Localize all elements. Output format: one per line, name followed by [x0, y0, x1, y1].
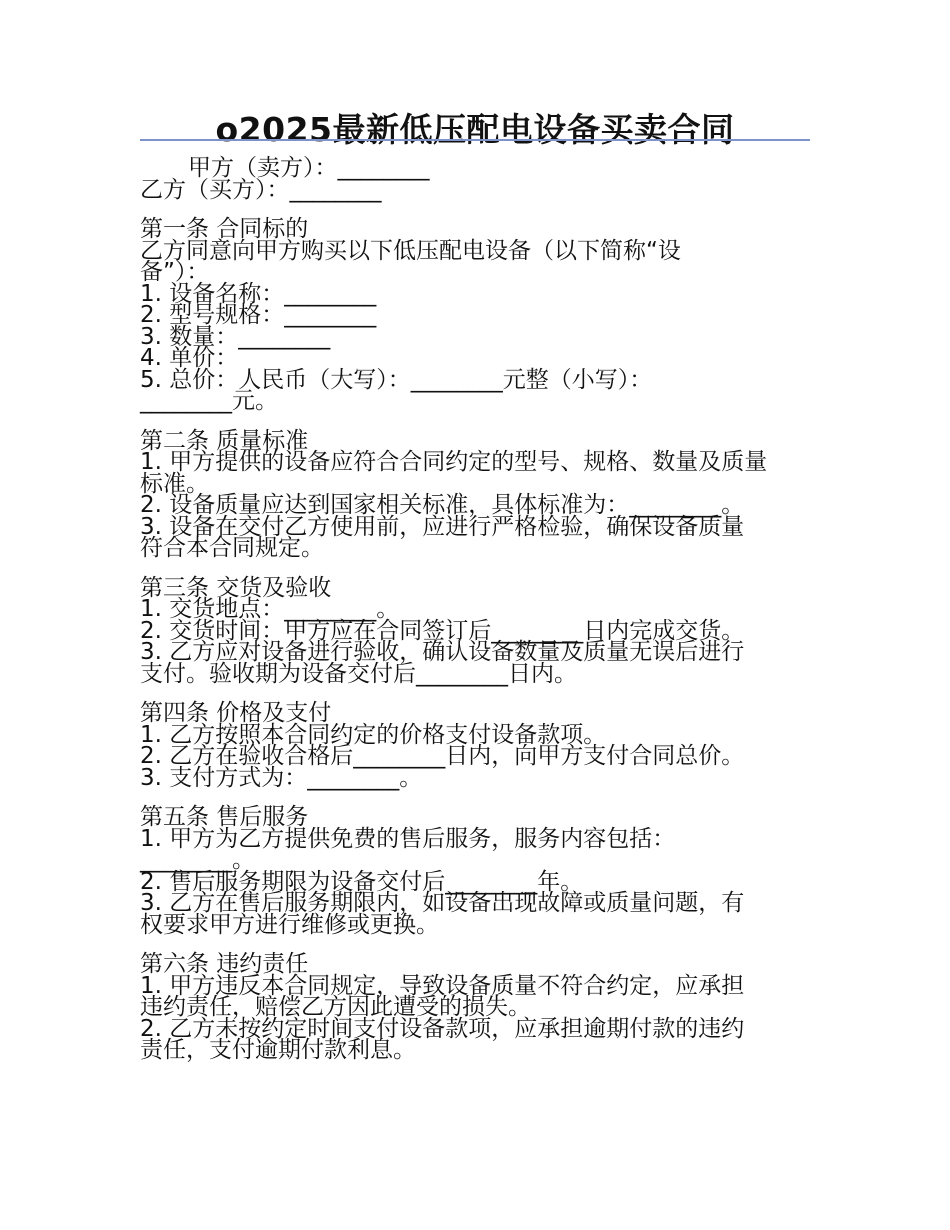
- party-b-line: 乙方（买方）：________: [140, 176, 382, 203]
- clause-line: 责任，支付逾期付款利息。: [140, 1037, 416, 1063]
- clause-line: 符合本合同规定。: [140, 535, 324, 561]
- clause-line: 备”）：: [140, 259, 210, 285]
- clause-line: 1. 交货地点：________。: [140, 596, 400, 622]
- clause-line: 标准。: [140, 470, 209, 497]
- contract-section: [140, 804, 800, 938]
- clause-line: 2. 设备质量应达到国家相关标准，具体标准为：________。: [140, 492, 745, 518]
- contract-section: [140, 216, 800, 414]
- clause-line: 3. 乙方应对设备进行验收，确认设备数量及质量无误后进行: [140, 639, 745, 665]
- clause-line: 3. 数量：________: [140, 323, 331, 350]
- clause-line: 3. 乙方在售后服务期限内，如设备出现故障或质量问题，有: [140, 890, 745, 916]
- clause-line: 5. 总价：人民币（大写）：________元整（小写）：: [140, 366, 653, 393]
- clause-line: 2. 乙方未按约定时间支付设备款项，应承担逾期付款的违约: [140, 1015, 745, 1042]
- parties-block: [140, 155, 800, 203]
- section-heading: 第五条 售后服务: [140, 804, 309, 830]
- contract-section: [140, 427, 800, 561]
- section-heading: 第六条 违约责任: [140, 951, 309, 977]
- clause-line: 乙方同意向甲方购买以下低压配电设备（以下简称“设: [140, 237, 681, 264]
- contract-section: [140, 574, 800, 687]
- clause-line: 4. 单价：: [140, 345, 239, 371]
- contract-body: [140, 155, 800, 1063]
- clause-line: 2. 乙方在验收合格后________日内，向甲方支付合同总价。: [140, 743, 745, 769]
- sections-container: [140, 216, 800, 1063]
- party-a-line: 甲方（卖方）：________: [188, 155, 430, 181]
- clause-line: 1. 甲方提供的设备应符合合同约定的型号、规格、数量及质量: [140, 449, 768, 475]
- clause-line: 支付。验收期为设备交付后________日内。: [140, 660, 577, 687]
- section-heading: 第一条 合同标的: [140, 216, 309, 242]
- clause-line: 1. 甲方违反本合同规定，导致设备质量不符合约定，应承担: [140, 972, 745, 999]
- clause-line: 2. 售后服务期限为设备交付后________年。: [140, 868, 584, 895]
- clause-line: 2. 型号规格：________: [140, 302, 377, 328]
- clause-line: 违约责任，赔偿乙方因此遭受的损失。: [140, 994, 531, 1020]
- clause-line: ________元。: [140, 388, 278, 414]
- document-title: o2025最新低压配电设备买卖合同: [215, 110, 735, 149]
- section-heading: 第三条 交货及验收: [140, 574, 332, 601]
- clause-line: 3. 支付方式为：________。: [140, 764, 423, 791]
- section-heading: 第四条 价格及支付: [140, 700, 332, 726]
- contract-section: [140, 951, 800, 1063]
- clause-line: 权要求甲方进行维修或更换。: [140, 911, 439, 938]
- clause-line: 1. 乙方按照本合同约定的价格支付设备款项。: [140, 721, 607, 748]
- section-heading: 第二条 质量标准: [140, 427, 309, 454]
- clause-line: ________。: [140, 847, 255, 873]
- clause-line: 2. 交货时间：甲方应在合同签订后________日内完成交货。: [140, 617, 745, 644]
- clause-line: 1. 设备名称：________: [140, 280, 377, 307]
- contract-section: [140, 700, 800, 791]
- clause-line: 1. 甲方为乙方提供免费的售后服务，服务内容包括：: [140, 825, 676, 852]
- clause-line: 3. 设备在交付乙方使用前，应进行严格检验，确保设备质量: [140, 513, 745, 540]
- title-underline: [140, 139, 810, 141]
